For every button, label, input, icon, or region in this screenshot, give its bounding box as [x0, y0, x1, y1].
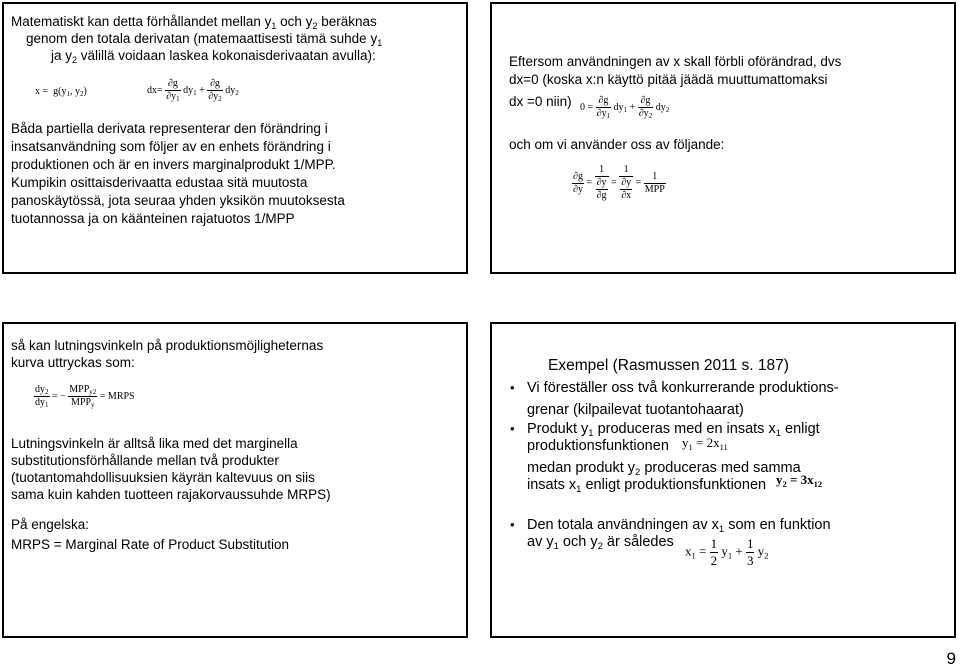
s1-para2-line1: Båda partiella derivata representerar den förändring i — [11, 121, 328, 136]
slide-1 — [2, 2, 468, 274]
s4-bullet2-marker: • — [510, 421, 515, 436]
s3-body-line3: (tuotantomahdollisuuksien käyrän kaltevuus on siis — [11, 470, 315, 485]
s2-line-follow: och om vi använder oss av följande: — [509, 137, 725, 152]
s1-para1-line2: genom den totala derivatan (matemaattisesti tämä suhde $y_1$ — [26, 31, 383, 48]
s4-bullet3-line2: av $y_1$ och $y_2$ är således — [527, 534, 674, 552]
s4-bullet1-marker: • — [510, 380, 515, 395]
s4-formula-y1: $y_1 = 2x_{11}$ — [682, 435, 728, 452]
s4-title: Exempel (Rasmussen 2011 s. 187) — [548, 357, 789, 374]
s3-english-label: På engelska: — [11, 517, 90, 532]
s3-formula-mrps: $\frac{dy_2}{dy_1}$ = − $\frac{MPP_{y2}}{MPP_y}$ = MRPS — [35, 384, 135, 409]
s3-body-line1: Lutningsvinkeln är alltså lika med det marginella — [11, 436, 298, 451]
s1-para2-line2: insatsanvändning som följer av en enhets förändring i — [11, 139, 331, 154]
s4-bullet1-line1: Vi föreställer oss två konkurrerande produktions- — [527, 380, 839, 396]
s1-para3-line1: Kumpikin osittaisderivaatta edustaa sitä muutosta — [11, 175, 308, 190]
s3-english-def: MRPS = Marginal Rate of Product Substitution — [11, 537, 290, 552]
s2-line1: Eftersom användningen av x skall förbli oförändrad, dvs — [509, 54, 842, 69]
s4-bullet2-line2: produktionsfunktionen — [527, 438, 669, 454]
s1-para2-line3: produktionen och är en invers marginalprodukt 1/MPP. — [11, 157, 336, 172]
s4-formula-x-total: $x_1$ = $\frac{1}{2}$ $y_1$ + $\frac{1}{3}$ $y_2$ — [685, 536, 769, 568]
s4-bullet2-line3: medan produkt $y_2$ produceras med samma — [527, 460, 801, 478]
s4-formula-y2: $y_2 = 3x_{12}$ — [776, 472, 823, 489]
s3-intro-line2: kurva uttryckas som: — [11, 355, 135, 370]
s4-bullet1-line2: grenar (kilpailevat tuotantohaarat) — [527, 402, 744, 418]
s2-formula-inverse: $\frac{\partial g}{\partial y}$ = $\frac{1}{\frac{\partial y}{\partial g}}$ = $\frac{1}{\frac{\partial y}{\partial x}}$ = $\frac{1}{\text{MPP}}$ — [573, 164, 665, 201]
page-number: 9 — [946, 649, 956, 668]
slide-3 — [2, 322, 468, 638]
s1-para3-line2: panoskäytössä, jota seuraa yhden yksikön muutoksesta — [11, 193, 345, 208]
s4-bullet2-line1: Produkt $y_1$ produceras med en insats $x_1$ enligt — [527, 421, 820, 439]
s2-formula-zero: 0 = $\frac{\partial g}{\partial y_1}$ $dy_1$ + $\frac{\partial g}{\partial y_2}$ $dy_2$ — [580, 95, 670, 120]
s1-para1-line1: Matematiskt kan detta förhållandet mellan $y_1$ och $y_2$ beräknas — [11, 14, 377, 31]
s4-bullet2-line4: insats $x_1$ enligt produktionsfunktionen — [527, 477, 767, 495]
s1-para3-line3: tuotannossa ja on käänteinen rajatuotos 1/MPP — [11, 211, 295, 226]
s1-para1-line3: ja $y_2$ välillä voidaan laskea kokonaisderivaatan avulla): — [51, 48, 376, 65]
s3-body-line4: sama kuin kahden tuotteen rajakorvaussuhde MRPS) — [11, 487, 331, 502]
s4-bullet3-marker: • — [510, 517, 515, 532]
s3-body-line2: substitutionsförhållande mellan två produkter — [11, 453, 279, 468]
slide-4 — [490, 322, 956, 638]
s2-line2: dx=0 (koska x:n käyttö pitää jäädä muuttumattomaksi — [509, 72, 828, 87]
s4-bullet3-line1: Den totala användningen av $x_1$ som en funktion — [527, 517, 831, 535]
s1-formula-x: $x = g(y_1$, $y_2$) — [35, 86, 87, 98]
s3-intro-line1: så kan lutningsvinkeln på produktionsmöjligheternas — [11, 338, 324, 353]
s2-line3: dx =0 niin) — [509, 94, 572, 109]
slide-2 — [490, 2, 956, 274]
s1-formula-dx: dx= $\frac{\partial g}{\partial y_1}$ $dy_1$ + $\frac{\partial g}{\partial y_2}$ $dy_2$ — [147, 78, 239, 103]
